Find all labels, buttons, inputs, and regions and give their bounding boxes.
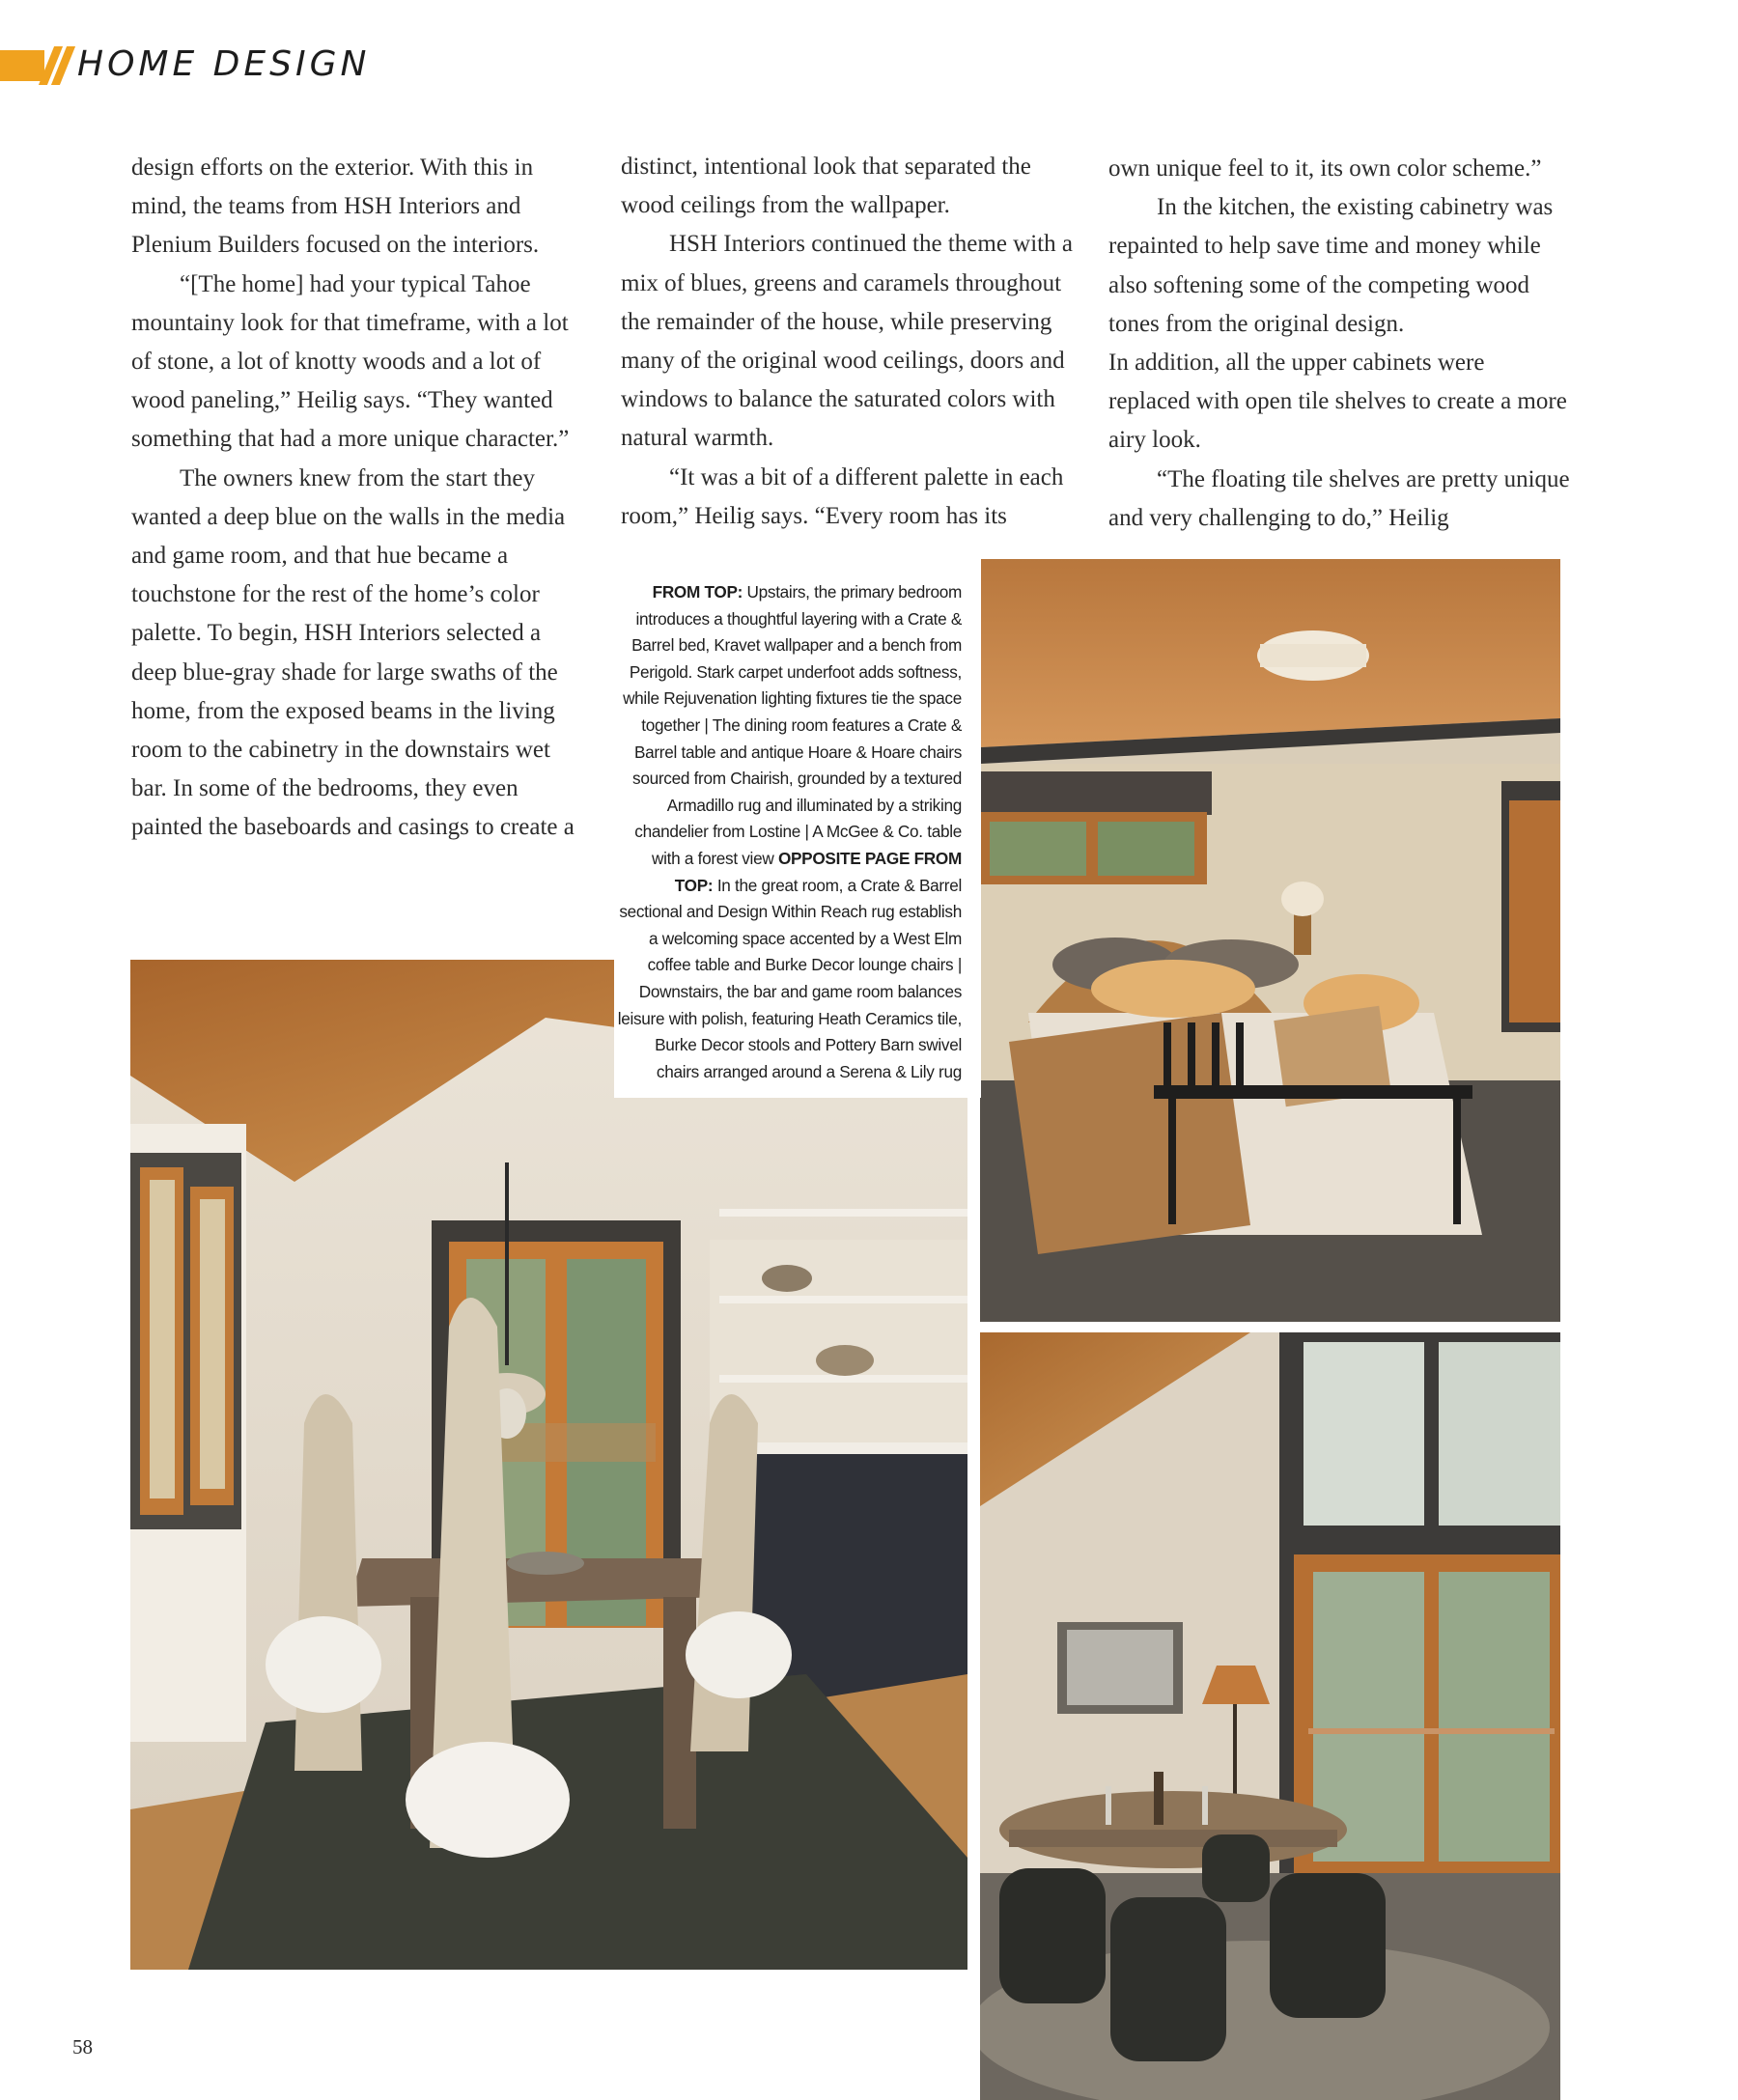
caption-text: Upstairs, the primary bedroom introduces a thoughtful layering with a Crate & Barrel bed, Kravet wallpaper and a bench from Perigold. Stark carpet underfoot adds softness, while Rejuvenation lighting fixtures tie the space together | The dining room features a Crate & Barrel table and antique Hoare & Hoare chairs sourced from Chairish, grounded by a textured Armadillo rug and illuminated by a striking chandelier from Lostine | A McGee & Co. table with a forest view <box>623 582 962 868</box>
paragraph: distinct, intentional look that separated the wood ceilings from the wallpaper. <box>621 154 1031 219</box>
caption-lead: FROM TOP: <box>652 582 747 602</box>
caption-lead: OPPOSITE PAGE FROM TOP: <box>674 848 962 895</box>
caption-text: In the great room, a Crate & Barrel sectional and Design Within Reach rug establish a welcoming space accented by a West Elm coffee table and Burke Decor lounge chairs | Downstairs, the bar and game room balances leisure with polish, featuring Heath Ceramics tile, Burke Decor stools and Pottery Barn swivel chairs arranged around a Serena & Lily rug <box>617 875 962 1081</box>
paragraph: “[The home] had your typical Tahoe mountainy look for that timeframe, with a lot of stone, a lot of knotty woods and a lot of wood paneling,” Heilig says. “They wanted something that had a more unique character.” <box>131 270 570 453</box>
bedroom-image <box>980 559 1560 1322</box>
paragraph: “The floating tile shelves are pretty unique and very challenging to do,” Heilig <box>1108 465 1570 531</box>
paragraph: The owners knew from the start they wanted a deep blue on the walls in the media and game room, and that hue became a touchstone for the rest of the home’s color palette. To begin, HSH Interiors selected a deep blue-gray shade for large swaths of the home, from the exposed beams in the living room to the cabinetry in the downstairs wet bar. In some of the bedrooms, they even painted the baseboards and casings to create a <box>131 464 575 841</box>
dining-room-photo <box>130 960 967 1970</box>
page-number: 58 <box>72 2035 93 2058</box>
game-room-photo <box>980 1332 1560 2100</box>
photo-caption <box>616 579 962 1085</box>
paragraph: “It was a bit of a different palette in each room,” Heilig says. “Every room has its <box>621 463 1064 529</box>
section-title: HOME DESIGN <box>77 44 371 84</box>
paragraph: HSH Interiors continued the theme with a mix of blues, greens and caramels throughout the remainder of the house, while preserving many of the original wood ceilings, doors and windows to balance the saturated colors with natural warmth. <box>621 231 1073 452</box>
article-column-3 <box>1108 150 1572 538</box>
paragraph: design efforts on the exterior. With this in mind, the teams from HSH Interiors and Plenium Builders focused on the interiors. <box>131 154 540 259</box>
paragraph: In the kitchen, the existing cabinetry was repainted to help save time and money while also softening some of the competing wood tones from the original design. <box>1108 194 1554 337</box>
paragraph: In addition, all the upper cabinets were replaced with open tile shelves to create a more airy look. <box>1108 350 1567 454</box>
article-column-1 <box>131 149 575 848</box>
article-column-2 <box>621 148 1079 536</box>
paragraph: own unique feel to it, its own color scheme.” <box>1108 155 1542 182</box>
dining-room-image <box>130 960 967 1970</box>
game-room-image <box>980 1332 1560 2100</box>
bedroom-photo <box>980 559 1560 1322</box>
header-accent-bar <box>0 50 44 81</box>
